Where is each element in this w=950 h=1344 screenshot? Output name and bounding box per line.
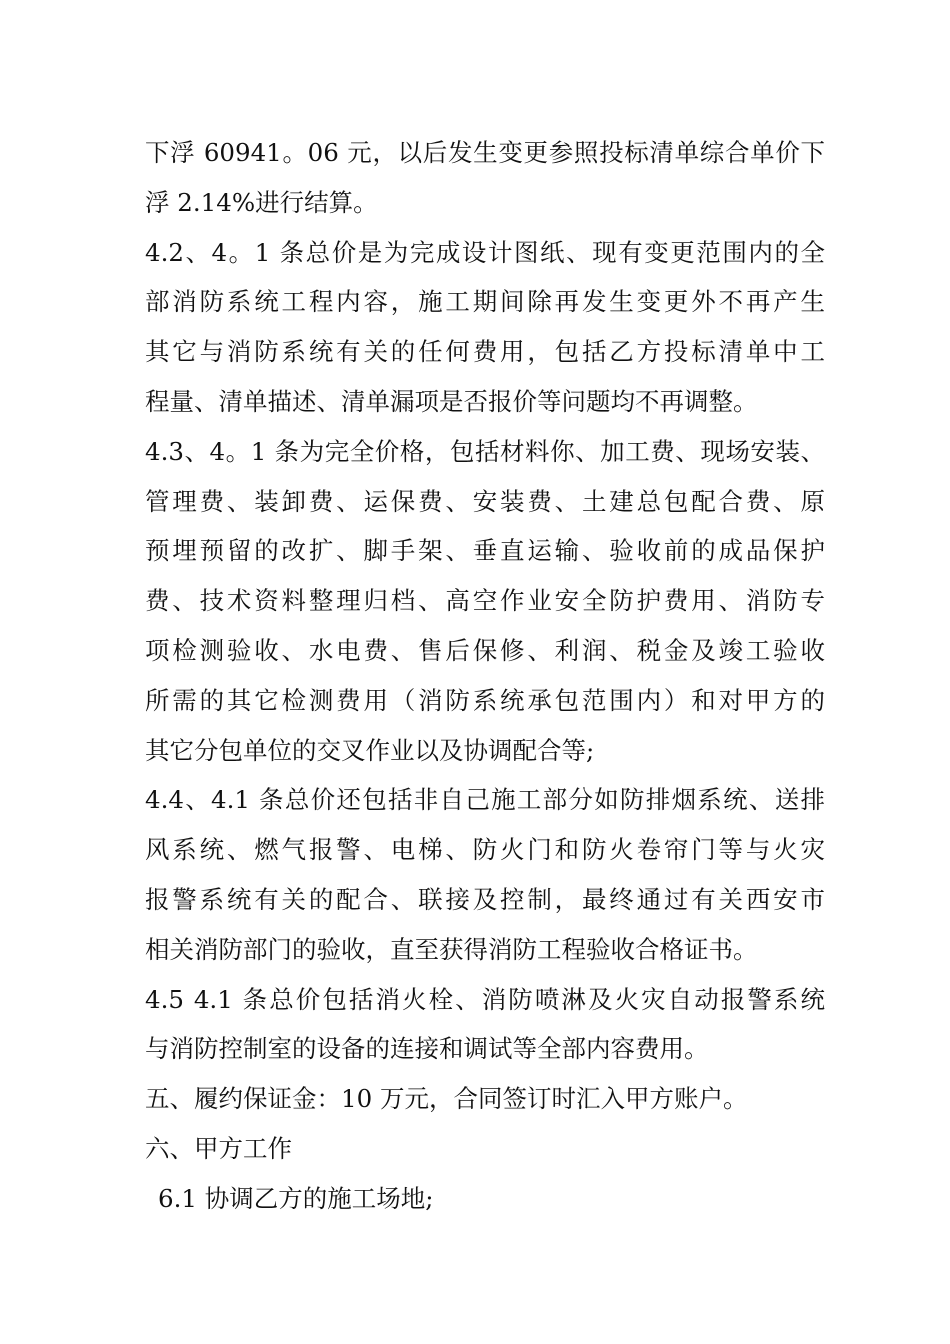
text-line: 报警系统有关的配合、联接及控制，最终通过有关西安市 bbox=[145, 884, 825, 914]
text-line: 预埋预留的改扩、脚手架、垂直运输、验收前的成品保护 bbox=[145, 536, 825, 566]
text-line: 4.4、4.1 条总价还包括非自己施工部分如防排烟系统、送排 bbox=[145, 785, 825, 815]
text-line: 费、技术资料整理归档、高空作业安全防护费用、消防专 bbox=[145, 586, 825, 616]
text-line: 部消防系统工程内容，施工期间除再发生变更外不再产生 bbox=[145, 287, 825, 317]
text-line: 下浮 60941。06 元，以后发生变更参照投标清单综合单价下 bbox=[145, 138, 825, 167]
text-line: 4.3、4。1 条为完全价格，包括材料你、加工费、现场安装、 bbox=[145, 436, 825, 466]
text-line: 风系统、燃气报警、电梯、防火门和防火卷帘门等与火灾 bbox=[145, 835, 825, 865]
text-line: 4.2、4。1 条总价是为完成设计图纸、现有变更范围内的全 bbox=[145, 237, 825, 267]
text-line: 相关消防部门的验收，直至获得消防工程验收合格证书。 bbox=[145, 934, 758, 964]
text-line: 4.5 4.1 条总价包括消火栓、消防喷淋及火灾自动报警系统 bbox=[145, 984, 825, 1014]
text-line: 其它与消防系统有关的任何费用，包括乙方投标清单中工 bbox=[145, 337, 825, 367]
text-line: 6.1 协调乙方的施工场地; bbox=[158, 1183, 434, 1213]
text-line: 程量、清单描述、清单漏项是否报价等问题均不再调整。 bbox=[145, 386, 758, 416]
text-line: 管理费、装卸费、运保费、安装费、土建总包配合费、原 bbox=[145, 486, 825, 516]
text-line: 所需的其它检测费用（消防系统承包范围内）和对甲方的 bbox=[145, 685, 825, 715]
document-body bbox=[145, 128, 825, 1224]
section-heading: 六、甲方工作 bbox=[145, 1133, 292, 1163]
text-line: 其它分包单位的交叉作业以及协调配合等; bbox=[145, 735, 595, 765]
text-line: 项检测验收、水电费、售后保修、利润、税金及竣工验收 bbox=[145, 635, 825, 665]
text-line: 与消防控制室的设备的连接和调试等全部内容费用。 bbox=[145, 1034, 709, 1064]
text-line: 五、履约保证金：10 万元，合同签订时汇入甲方账户。 bbox=[145, 1084, 748, 1114]
text-line: 浮 2.14%进行结算。 bbox=[145, 187, 378, 217]
